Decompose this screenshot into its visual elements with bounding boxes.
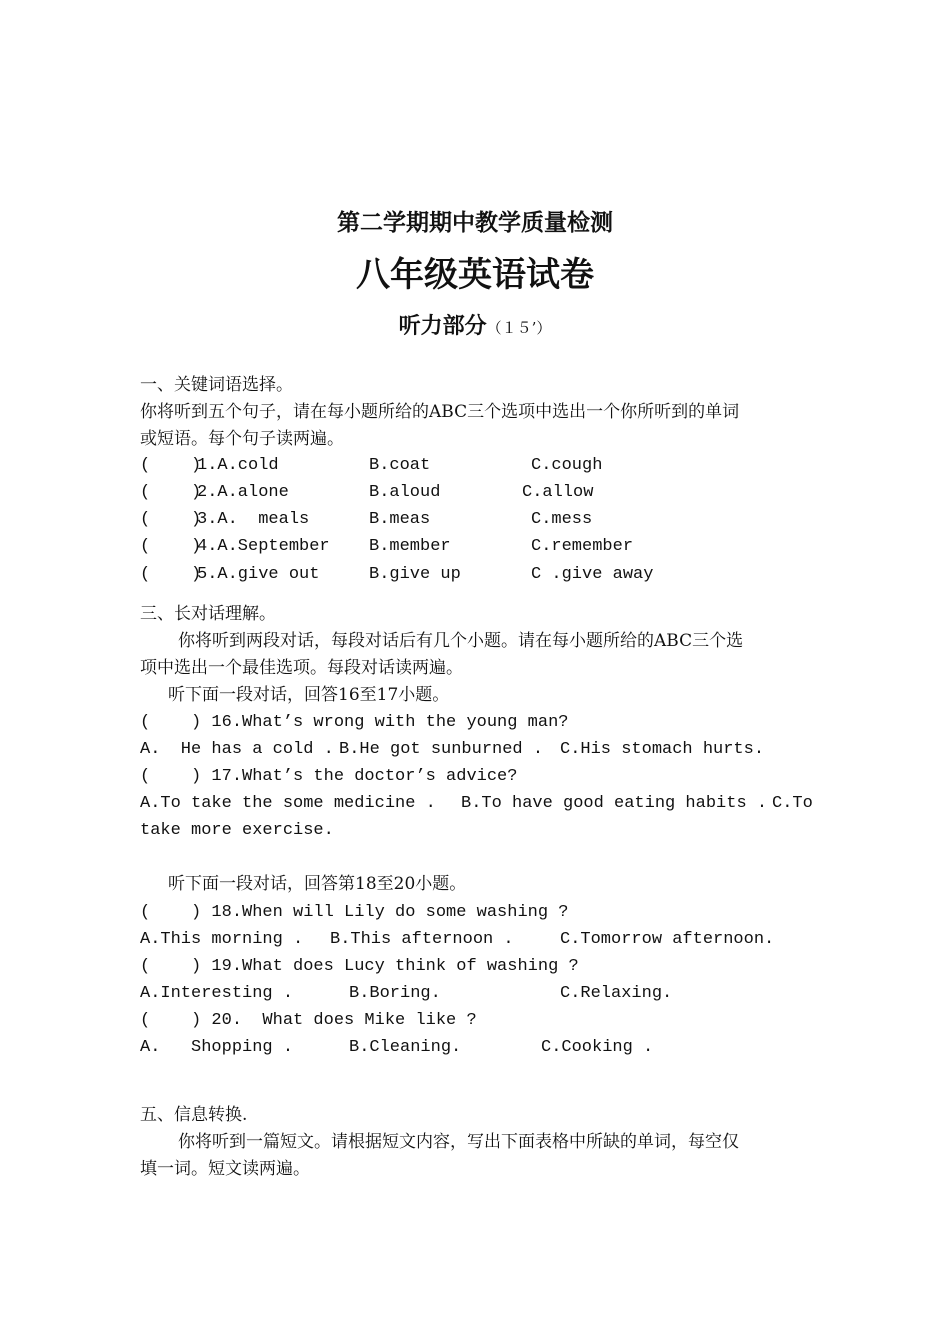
q4-option-a: 4.A.September (197, 537, 330, 556)
paper-title: 八年级英语试卷 (356, 255, 594, 295)
q19-option-a: A.Interesting . (140, 984, 294, 1003)
q17-option-c-continued: take more exercise. (140, 821, 334, 840)
q1-option-c: C.cough (531, 456, 603, 475)
section-score: （１５’） (486, 319, 552, 337)
q2-option-a: 2.A.alone (197, 483, 289, 502)
q4-option-c: C.remember (531, 537, 634, 556)
q17-option-a: A.To take the some medicine . (140, 794, 436, 813)
answer-blank[interactable]: ( ) (140, 537, 202, 556)
part5-heading: 五、信息转换. (140, 1105, 248, 1125)
q2-option-b: B.aloud (369, 483, 441, 502)
q19-stem[interactable]: ( ) 19.What does Lucy think of washing ? (140, 957, 579, 976)
q16-option-b: B.He got sunburned . (339, 740, 544, 759)
q20-option-a: A. Shopping . (140, 1038, 294, 1057)
q17-stem[interactable]: ( ) 17.What’s the doctor’s advice? (140, 767, 518, 786)
q20-stem[interactable]: ( ) 20. What does Mike like ? (140, 1011, 477, 1030)
q18-option-b: B.This afternoon . (330, 930, 514, 949)
answer-blank[interactable]: ( ) (140, 456, 202, 475)
q17-option-b: B.To have good eating habits . (461, 794, 768, 813)
q2-option-c: C.allow (522, 483, 594, 502)
part1-instruction-1: 你将听到五个句子，请在每小题所给的ABC三个选项中选出一个你所听到的单词 (140, 402, 740, 422)
dialog1-intro: 听下面一段对话，回答16至17小题。 (168, 685, 450, 705)
q3-option-a: 3.A. meals (197, 510, 310, 529)
exam-title: 第二学期期中教学质量检测 (337, 209, 613, 236)
q20-option-c: C.Cooking . (541, 1038, 654, 1057)
part3-instruction-1: 你将听到两段对话，每段对话后有几个小题。请在每小题所给的ABC三个选 (178, 631, 744, 651)
q1-option-a: 1.A.cold (197, 456, 279, 475)
answer-blank[interactable]: ( ) (140, 483, 202, 502)
q3-option-c: C.mess (531, 510, 593, 529)
part3-instruction-2: 项中选出一个最佳选项。每段对话读两遍。 (140, 658, 463, 678)
section-title (0, 311, 950, 343)
q5-option-c: C .give away (531, 565, 654, 584)
section-title-text: 听力部分 (398, 313, 487, 339)
q20-option-b: B.Cleaning. (349, 1038, 462, 1057)
dialog2-intro: 听下面一段对话，回答第18至20小题。 (168, 874, 467, 894)
q19-option-b: B.Boring. (349, 984, 441, 1003)
q18-option-a: A.This morning . (140, 930, 304, 949)
q5-option-b: B.give up (369, 565, 461, 584)
part5-instruction-2: 填一词。短文读两遍。 (140, 1159, 310, 1179)
q16-stem[interactable]: ( ) 16.What’s wrong with the young man? (140, 713, 569, 732)
q1-option-b: B.coat (369, 456, 431, 475)
q4-option-b: B.member (369, 537, 451, 556)
q19-option-c: C.Relaxing. (560, 984, 673, 1003)
part1-heading: 一、关键词语选择。 (140, 375, 293, 395)
q17-option-c: C.To (772, 794, 813, 813)
q16-option-c: C.His stomach hurts. (560, 740, 765, 759)
q18-option-c: C.Tomorrow afternoon. (560, 930, 775, 949)
q5-option-a: 5.A.give out (197, 565, 320, 584)
part3-heading: 三、长对话理解。 (140, 604, 276, 624)
answer-blank[interactable]: ( ) (140, 510, 202, 529)
q16-option-a: A. He has a cold . (140, 740, 334, 759)
part1-instruction-2: 或短语。每个句子读两遍。 (140, 429, 344, 449)
answer-blank[interactable]: ( ) (140, 565, 202, 584)
q3-option-b: B.meas (369, 510, 431, 529)
part5-instruction-1: 你将听到一篇短文。请根据短文内容，写出下面表格中所缺的单词，每空仅 (178, 1132, 739, 1152)
q18-stem[interactable]: ( ) 18.When will Lily do some washing ? (140, 903, 569, 922)
